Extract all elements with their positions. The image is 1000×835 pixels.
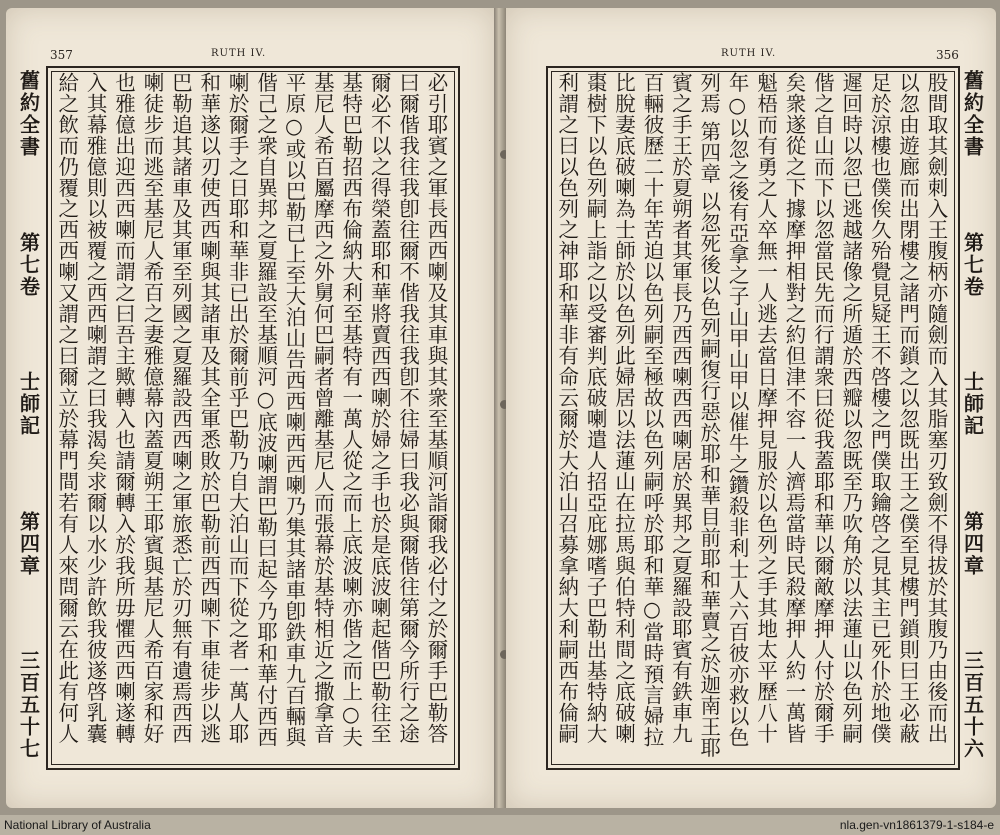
- chapter-label: 第四章: [16, 510, 41, 577]
- page-number: 356: [936, 48, 959, 62]
- chinese-page-number: 三百五十六: [960, 650, 985, 760]
- section-label: 士師記: [16, 371, 41, 437]
- body-paragraph: 必引耶賓之軍長西西喇及其車與其衆至基順河詣爾我必付之於爾手巴勒答曰爾偕我往我卽往爾不偕我往我卽不往婦曰我必與爾偕往第爾今所行之途爾必不以之得榮蓋耶和華將賣西西喇於婦之手也於是底波喇起偕巴勒往至基特巴勒招西布倫納大利至基特有一萬人從之而上底波喇亦偕之而上○夫基尼人希百屬摩西之外舅何巴嗣者曾離基尼人而張幕於基特相近之撒拿音平原○或以巴勒已上至大泊山告西西喇西西喇乃集其諸車卽鉄車九百輛與偕己之衆自異邦之夏羅設至基順河○底波喇謂巴勒曰起今乃耶和華付西西喇於爾手之日耶和華非已出於爾前乎巴勒乃自大泊山而下從之者一萬人耶和華遂以刃使西西喇與其諸車及其全軍悉敗於巴勒前西西喇下車徒步以逃巴勒追其諸車及其軍至列國之夏羅設西西喇之軍旅悉亡於刃無有遺焉西西喇徒步而逃至基尼人希百之妻雅億幕內蓋夏朔王耶賓與基尼人希百家和好也雅億出迎西西喇而謂之曰吾主歟轉入也請爾轉入於我所毋懼西西喇遂轉入其幕雅億則以被覆之西西喇謂之曰我渴矣求爾以水少許飲我彼遂啓乳囊給之飲而仍覆之西西喇又謂之曰爾立於幕門間若有人來問爾云在此有何人: [54, 72, 448, 748]
- library-credit: National Library of Australia: [4, 818, 151, 832]
- running-head: RUTH IV.: [721, 48, 777, 59]
- running-head: RUTH IV.: [211, 48, 267, 59]
- section-label: 士師記: [960, 371, 985, 437]
- book-title: 舊約全書: [16, 70, 41, 158]
- page-number: 357: [50, 48, 73, 62]
- volume-label: 第七卷: [960, 231, 985, 298]
- body-text: [552, 72, 950, 762]
- side-column: [958, 70, 988, 760]
- side-column: [14, 70, 44, 760]
- image-identifier: nla.gen-vn1861379-1-s184-e: [839, 818, 994, 832]
- body-paragraph: 股間取其劍刺入王腹柄亦隨劍而入其脂塞刃致劍不得拔於其腹乃由後而出以忽由遊廊而出閉樓之諸門而鎖之以忽既出王之僕至見樓門鎖則曰王必蔽足於涼樓也僕俟久殆覺見疑王不啓樓之門僕取鑰啓之見其主已死仆於地僕遲回時以忽已逃越諸像之所遁於西瓣以忽既至乃吹角於以法蓮山以色列嗣偕之自山而下以忽當民先而行謂衆曰從我蓋耶和華以爾敵摩押人付於爾手矣衆遂從之下據摩押相對之約但津不容一人濟焉當時民殺摩押人約一萬皆魁梧而有勇之人卒無一人逃去當日摩押見服於以色列之手其地太平歷八十年○以忽之後有亞拿之子山甲山甲以催牛之鑽殺非利士人六百彼亦救以色列焉 第四章 以忽死後以色列嗣復行惡於耶和華目前耶和華賣之於迦南王耶賓之手王於夏朔者其軍長乃西西喇西西喇居於異邦之夏羅設耶賓有鉄車九百輛彼歷二十年苦迫以色列嗣至極故以色列嗣呼於耶和華○當時預言婦拉比脫妻底破喇為士師於以色列此婦居以法蓮山在拉馬與伯特利間之底破喇棗樹下以色列嗣上詣之以受審判底破喇遣人招亞庇娜嗜子巴勒出基特納大利謂之曰以色列之神耶和華非有命云爾於大泊山召募拿納大利嗣西布倫嗣: [554, 72, 948, 759]
- volume-label: 第七卷: [16, 231, 41, 298]
- right-page: [506, 8, 996, 808]
- body-text: [52, 72, 450, 762]
- book-title: 舊約全書: [960, 70, 985, 158]
- footer-bar: [0, 815, 1000, 835]
- chinese-page-number: 三百五十七: [16, 650, 41, 760]
- chapter-label: 第四章: [960, 510, 985, 577]
- left-page: [6, 8, 494, 808]
